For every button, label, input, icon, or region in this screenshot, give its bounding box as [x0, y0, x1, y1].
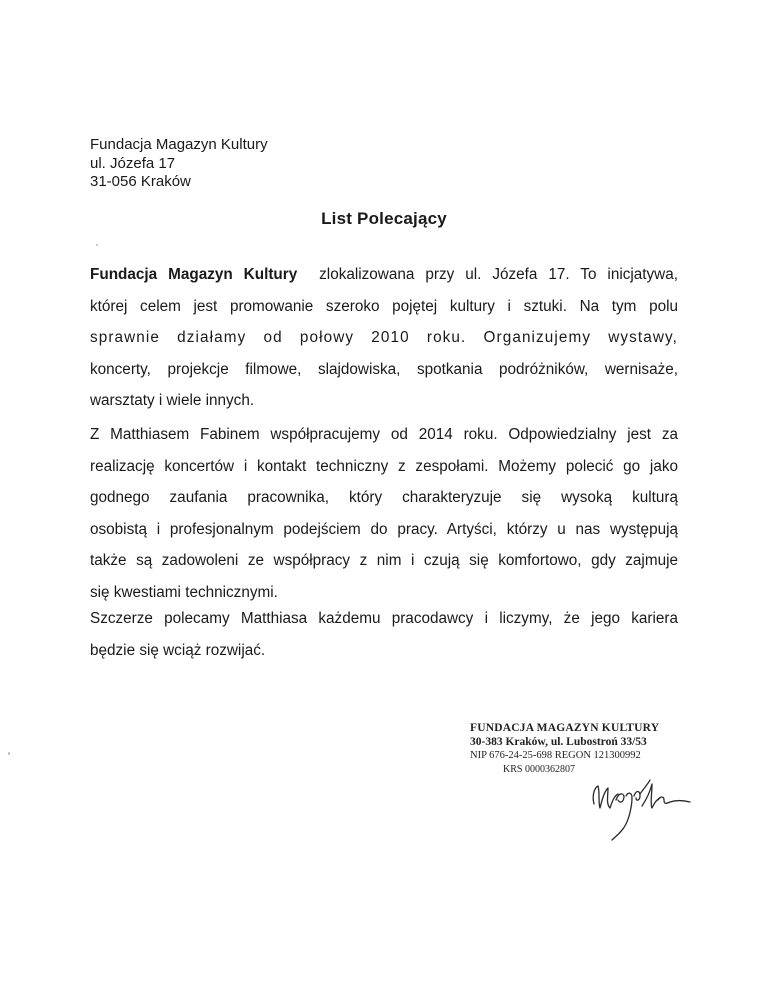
org-name-bold: Fundacja Magazyn Kultury — [90, 266, 298, 283]
paragraph-recommendation — [90, 603, 678, 666]
paragraph-line: Z Matthiasem Fabinem współpracujemy od 2014 roku. Odpowiedzialny jest za — [90, 426, 678, 443]
paragraph-intro — [90, 259, 678, 417]
paragraph-line-text: zlokalizowana przy ul. Józefa 17. To inicjatywa, — [297, 266, 678, 283]
paragraph-line: warsztaty i wiele innych. — [90, 392, 255, 409]
stamp-tax-ids: NIP 676-24-25-698 REGON 121300992 — [470, 750, 641, 761]
stamp-address: 30-383 Kraków, ul. Lubostroń 33/53 — [470, 735, 647, 748]
stamp-org-name: FUNDACJA MAGAZYN KULTURY — [470, 722, 660, 734]
scan-artifact — [8, 752, 10, 755]
paragraph-line: Szczerze polecamy Matthiasa każdemu pracodawcy i liczymy, że jego kariera — [90, 610, 678, 627]
paragraph-line: koncerty, projekcje filmowe, slajdowiska, spotkania podróżników, wernisaże, — [90, 360, 678, 378]
paragraph-line: godnego zaufania pracownika, który charakteryzuje się wysoką kulturą — [90, 489, 678, 506]
sender-address — [90, 136, 268, 192]
letter-title: List Polecający — [321, 209, 447, 228]
paragraph-line: będzie się wciąż rozwijać. — [90, 641, 266, 659]
sender-city: 31-056 Kraków — [90, 173, 191, 190]
paragraph-line: także są zadowoleni ze współpracy z nim i czują się komfortowo, gdy zajmuje — [90, 552, 678, 569]
handwritten-signature-icon — [586, 770, 696, 850]
stamp-krs: KRS 0000362807 — [503, 763, 575, 775]
sender-name: Fundacja Magazyn Kultury — [90, 136, 268, 153]
paragraph-line: realizację koncertów i kontakt techniczny z zespołami. Możemy polecić go jako — [90, 457, 678, 475]
paragraph-line: się kwestiami technicznymi. — [90, 583, 278, 601]
paragraph-line: osobistą i profesjonalnym podejściem do pracy. Artyści, którzy u nas występują — [90, 520, 678, 538]
sender-street: ul. Józefa 17 — [90, 154, 176, 172]
paragraph-line — [90, 259, 678, 291]
paragraph-collaboration — [90, 419, 678, 608]
scan-artifact — [96, 244, 98, 246]
paragraph-line: której celem jest promowanie szeroko pojętej kultury i sztuki. Na tym polu — [90, 297, 678, 315]
organization-stamp — [470, 722, 659, 776]
paragraph-line: sprawnie działamy od połowy 2010 roku. Organizujemy wystawy, — [90, 329, 678, 346]
